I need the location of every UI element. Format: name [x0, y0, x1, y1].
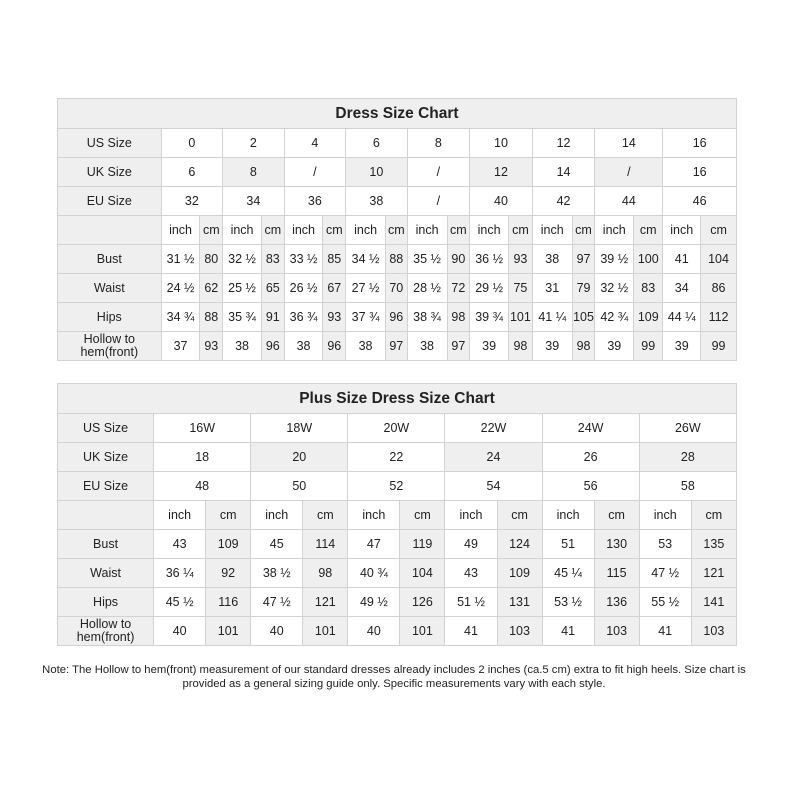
- eu-size-cell: /: [407, 187, 470, 216]
- measurement-cell: 83: [634, 274, 663, 303]
- measurement-cell: 88: [200, 303, 223, 332]
- us-size-cell: 18W: [251, 414, 348, 443]
- measurement-cell: 83: [261, 245, 284, 274]
- eu-size-cell: 36: [284, 187, 346, 216]
- measurement-cell: 45 ¼: [542, 559, 594, 588]
- unit-inch: inch: [223, 216, 262, 245]
- measurement-cell: 36 ¾: [284, 303, 323, 332]
- unit-inch: inch: [346, 216, 386, 245]
- uk-size-cell: 26: [542, 443, 639, 472]
- measurement-cell: 85: [323, 245, 346, 274]
- unit-inch: inch: [154, 501, 206, 530]
- us-size-cell: 16: [663, 129, 737, 158]
- us-size-cell: 4: [284, 129, 346, 158]
- measurement-cell: 32 ½: [595, 274, 634, 303]
- measurement-row: [58, 332, 737, 361]
- measurement-row: [58, 559, 737, 588]
- uk-size-cell: 14: [532, 158, 595, 187]
- measurement-row: [58, 617, 737, 646]
- measurement-cell: 130: [594, 530, 639, 559]
- eu-size-row: [58, 187, 737, 216]
- us-size-cell: 20W: [348, 414, 445, 443]
- measurement-row: [58, 303, 737, 332]
- title-row: [58, 99, 737, 129]
- eu-size-cell: 48: [154, 472, 251, 501]
- unit-label-blank: [58, 216, 162, 245]
- eu-size-cell: 34: [223, 187, 285, 216]
- measurement-cell: 88: [386, 245, 408, 274]
- measurement-cell: 38: [407, 332, 447, 361]
- measurement-cell: 36 ½: [470, 245, 509, 274]
- measurement-cell: 92: [206, 559, 251, 588]
- unit-cm: cm: [572, 216, 595, 245]
- measurement-cell: 100: [634, 245, 663, 274]
- unit-cm: cm: [509, 216, 533, 245]
- measurement-cell: 97: [447, 332, 470, 361]
- unit-cm: cm: [200, 216, 223, 245]
- measurement-cell: 131: [497, 588, 542, 617]
- us-size-row: [58, 129, 737, 158]
- measurement-label: Waist: [58, 559, 154, 588]
- measurement-cell: 99: [701, 332, 737, 361]
- unit-inch: inch: [532, 216, 572, 245]
- plus-size-chart: [57, 383, 737, 646]
- us-size-cell: 22W: [445, 414, 542, 443]
- uk-size-label: UK Size: [58, 158, 162, 187]
- measurement-cell: 124: [497, 530, 542, 559]
- us-size-cell: 14: [595, 129, 663, 158]
- measurement-cell: 25 ½: [223, 274, 262, 303]
- measurement-cell: 38 ¾: [407, 303, 447, 332]
- unit-inch: inch: [251, 501, 303, 530]
- measurement-cell: 34: [663, 274, 701, 303]
- standard-size-chart: [57, 98, 737, 361]
- measurement-cell: 96: [261, 332, 284, 361]
- measurement-cell: 47 ½: [639, 559, 691, 588]
- measurement-cell: 80: [200, 245, 223, 274]
- measurement-row: [58, 530, 737, 559]
- measurement-cell: 101: [303, 617, 348, 646]
- us-size-cell: 2: [223, 129, 285, 158]
- measurement-cell: 38: [532, 245, 572, 274]
- unit-cm: cm: [261, 216, 284, 245]
- measurement-cell: 39: [470, 332, 509, 361]
- unit-cm: cm: [691, 501, 736, 530]
- uk-size-cell: 8: [223, 158, 285, 187]
- measurement-cell: 29 ½: [470, 274, 509, 303]
- measurement-cell: 35 ½: [407, 245, 447, 274]
- measurement-cell: 126: [400, 588, 445, 617]
- measurement-cell: 115: [594, 559, 639, 588]
- eu-size-cell: 38: [346, 187, 408, 216]
- measurement-label: Bust: [58, 245, 162, 274]
- measurement-cell: 121: [303, 588, 348, 617]
- measurement-cell: 43: [445, 559, 497, 588]
- measurement-cell: 40: [251, 617, 303, 646]
- measurement-cell: 26 ½: [284, 274, 323, 303]
- measurement-cell: 41: [663, 245, 701, 274]
- unit-cm: cm: [386, 216, 408, 245]
- measurement-cell: 31: [532, 274, 572, 303]
- measurement-cell: 49 ½: [348, 588, 400, 617]
- chart-title: Dress Size Chart: [58, 99, 737, 129]
- measurement-cell: 109: [206, 530, 251, 559]
- measurement-cell: 91: [261, 303, 284, 332]
- measurement-cell: 93: [323, 303, 346, 332]
- measurement-cell: 31 ½: [161, 245, 200, 274]
- title-row: [58, 384, 737, 414]
- measurement-row: [58, 588, 737, 617]
- us-size-cell: 16W: [154, 414, 251, 443]
- uk-size-cell: 18: [154, 443, 251, 472]
- measurement-row: [58, 245, 737, 274]
- measurement-cell: 41: [542, 617, 594, 646]
- eu-size-cell: 56: [542, 472, 639, 501]
- measurement-cell: 72: [447, 274, 470, 303]
- measurement-cell: 103: [691, 617, 736, 646]
- measurement-cell: 47 ½: [251, 588, 303, 617]
- measurement-cell: 98: [303, 559, 348, 588]
- unit-row: [58, 216, 737, 245]
- measurement-cell: 45: [251, 530, 303, 559]
- measurement-cell: 27 ½: [346, 274, 386, 303]
- eu-size-cell: 40: [470, 187, 533, 216]
- measurement-cell: 45 ½: [154, 588, 206, 617]
- measurement-cell: 38 ½: [251, 559, 303, 588]
- measurement-cell: 39: [532, 332, 572, 361]
- unit-cm: cm: [701, 216, 737, 245]
- measurement-cell: 36 ¼: [154, 559, 206, 588]
- us-size-label: US Size: [58, 129, 162, 158]
- unit-cm: cm: [497, 501, 542, 530]
- eu-size-cell: 50: [251, 472, 348, 501]
- measurement-cell: 103: [497, 617, 542, 646]
- measurement-cell: 112: [701, 303, 737, 332]
- sizing-note: Note: The Hollow to hem(front) measurement of our standard dresses already includes 2 inches (ca.5 cm) extra to fit high heels. Size chart is provided as a general sizing guide only. Specific measurements vary with each style.: [42, 664, 746, 690]
- measurement-cell: 141: [691, 588, 736, 617]
- measurement-cell: 67: [323, 274, 346, 303]
- uk-size-cell: 20: [251, 443, 348, 472]
- measurement-cell: 121: [691, 559, 736, 588]
- measurement-cell: 37: [161, 332, 200, 361]
- us-size-cell: 12: [532, 129, 595, 158]
- measurement-row: [58, 274, 737, 303]
- measurement-cell: 96: [386, 303, 408, 332]
- measurement-cell: 39 ½: [595, 245, 634, 274]
- measurement-cell: 41 ¼: [532, 303, 572, 332]
- measurement-cell: 96: [323, 332, 346, 361]
- measurement-cell: 41: [445, 617, 497, 646]
- uk-size-cell: 22: [348, 443, 445, 472]
- unit-inch: inch: [445, 501, 497, 530]
- us-size-cell: 0: [161, 129, 223, 158]
- measurement-cell: 34 ¾: [161, 303, 200, 332]
- measurement-cell: 70: [386, 274, 408, 303]
- unit-inch: inch: [595, 216, 634, 245]
- measurement-cell: 28 ½: [407, 274, 447, 303]
- measurement-cell: 51: [542, 530, 594, 559]
- eu-size-row: [58, 472, 737, 501]
- measurement-cell: 65: [261, 274, 284, 303]
- measurement-cell: 38: [346, 332, 386, 361]
- measurement-cell: 119: [400, 530, 445, 559]
- measurement-cell: 116: [206, 588, 251, 617]
- unit-cm: cm: [206, 501, 251, 530]
- eu-size-label: EU Size: [58, 187, 162, 216]
- uk-size-cell: 10: [346, 158, 408, 187]
- measurement-cell: 109: [634, 303, 663, 332]
- measurement-cell: 93: [509, 245, 533, 274]
- measurement-cell: 38: [223, 332, 262, 361]
- uk-size-cell: /: [284, 158, 346, 187]
- measurement-cell: 104: [701, 245, 737, 274]
- measurement-cell: 43: [154, 530, 206, 559]
- measurement-cell: 93: [200, 332, 223, 361]
- unit-cm: cm: [634, 216, 663, 245]
- measurement-cell: 39 ¾: [470, 303, 509, 332]
- measurement-cell: 86: [701, 274, 737, 303]
- measurement-cell: 44 ¼: [663, 303, 701, 332]
- unit-label-blank: [58, 501, 154, 530]
- measurement-cell: 32 ½: [223, 245, 262, 274]
- chart-title: Plus Size Dress Size Chart: [58, 384, 737, 414]
- measurement-cell: 99: [634, 332, 663, 361]
- measurement-cell: 98: [572, 332, 595, 361]
- measurement-cell: 42 ¾: [595, 303, 634, 332]
- unit-inch: inch: [542, 501, 594, 530]
- measurement-cell: 39: [663, 332, 701, 361]
- unit-cm: cm: [400, 501, 445, 530]
- measurement-cell: 39: [595, 332, 634, 361]
- measurement-cell: 136: [594, 588, 639, 617]
- unit-inch: inch: [407, 216, 447, 245]
- measurement-cell: 135: [691, 530, 736, 559]
- us-size-cell: 10: [470, 129, 533, 158]
- measurement-label: Hollow to hem(front): [58, 617, 154, 646]
- uk-size-row: [58, 158, 737, 187]
- measurement-cell: 90: [447, 245, 470, 274]
- us-size-cell: 26W: [639, 414, 736, 443]
- measurement-cell: 35 ¾: [223, 303, 262, 332]
- measurement-label: Bust: [58, 530, 154, 559]
- us-size-cell: 24W: [542, 414, 639, 443]
- measurement-cell: 51 ½: [445, 588, 497, 617]
- measurement-cell: 33 ½: [284, 245, 323, 274]
- measurement-cell: 53: [639, 530, 691, 559]
- measurement-cell: 101: [206, 617, 251, 646]
- uk-size-cell: 12: [470, 158, 533, 187]
- measurement-cell: 105: [572, 303, 595, 332]
- measurement-cell: 40: [154, 617, 206, 646]
- eu-size-cell: 44: [595, 187, 663, 216]
- measurement-cell: 109: [497, 559, 542, 588]
- uk-size-cell: 28: [639, 443, 736, 472]
- measurement-cell: 62: [200, 274, 223, 303]
- uk-size-cell: 16: [663, 158, 737, 187]
- unit-inch: inch: [284, 216, 323, 245]
- us-size-cell: 6: [346, 129, 408, 158]
- uk-size-cell: /: [407, 158, 470, 187]
- eu-size-cell: 54: [445, 472, 542, 501]
- unit-cm: cm: [303, 501, 348, 530]
- uk-size-row: [58, 443, 737, 472]
- uk-size-cell: 24: [445, 443, 542, 472]
- measurement-cell: 24 ½: [161, 274, 200, 303]
- measurement-cell: 98: [447, 303, 470, 332]
- unit-cm: cm: [323, 216, 346, 245]
- measurement-cell: 40: [348, 617, 400, 646]
- measurement-label: Hips: [58, 588, 154, 617]
- unit-inch: inch: [663, 216, 701, 245]
- unit-inch: inch: [348, 501, 400, 530]
- measurement-cell: 34 ½: [346, 245, 386, 274]
- measurement-cell: 38: [284, 332, 323, 361]
- unit-inch: inch: [161, 216, 200, 245]
- unit-inch: inch: [470, 216, 509, 245]
- uk-size-label: UK Size: [58, 443, 154, 472]
- measurement-cell: 53 ½: [542, 588, 594, 617]
- measurement-label: Hips: [58, 303, 162, 332]
- measurement-cell: 79: [572, 274, 595, 303]
- measurement-cell: 104: [400, 559, 445, 588]
- measurement-cell: 55 ½: [639, 588, 691, 617]
- measurement-cell: 101: [400, 617, 445, 646]
- unit-cm: cm: [594, 501, 639, 530]
- eu-size-cell: 58: [639, 472, 736, 501]
- measurement-cell: 101: [509, 303, 533, 332]
- measurement-label: Hollow to hem(front): [58, 332, 162, 361]
- measurement-label: Waist: [58, 274, 162, 303]
- unit-cm: cm: [447, 216, 470, 245]
- eu-size-cell: 42: [532, 187, 595, 216]
- measurement-cell: 49: [445, 530, 497, 559]
- uk-size-cell: /: [595, 158, 663, 187]
- measurement-cell: 75: [509, 274, 533, 303]
- eu-size-cell: 52: [348, 472, 445, 501]
- measurement-cell: 103: [594, 617, 639, 646]
- measurement-cell: 37 ¾: [346, 303, 386, 332]
- us-size-cell: 8: [407, 129, 470, 158]
- measurement-cell: 98: [509, 332, 533, 361]
- eu-size-label: EU Size: [58, 472, 154, 501]
- measurement-cell: 41: [639, 617, 691, 646]
- uk-size-cell: 6: [161, 158, 223, 187]
- measurement-cell: 40 ¾: [348, 559, 400, 588]
- measurement-cell: 114: [303, 530, 348, 559]
- us-size-label: US Size: [58, 414, 154, 443]
- us-size-row: [58, 414, 737, 443]
- unit-inch: inch: [639, 501, 691, 530]
- eu-size-cell: 46: [663, 187, 737, 216]
- eu-size-cell: 32: [161, 187, 223, 216]
- measurement-cell: 97: [386, 332, 408, 361]
- unit-row: [58, 501, 737, 530]
- measurement-cell: 47: [348, 530, 400, 559]
- measurement-cell: 97: [572, 245, 595, 274]
